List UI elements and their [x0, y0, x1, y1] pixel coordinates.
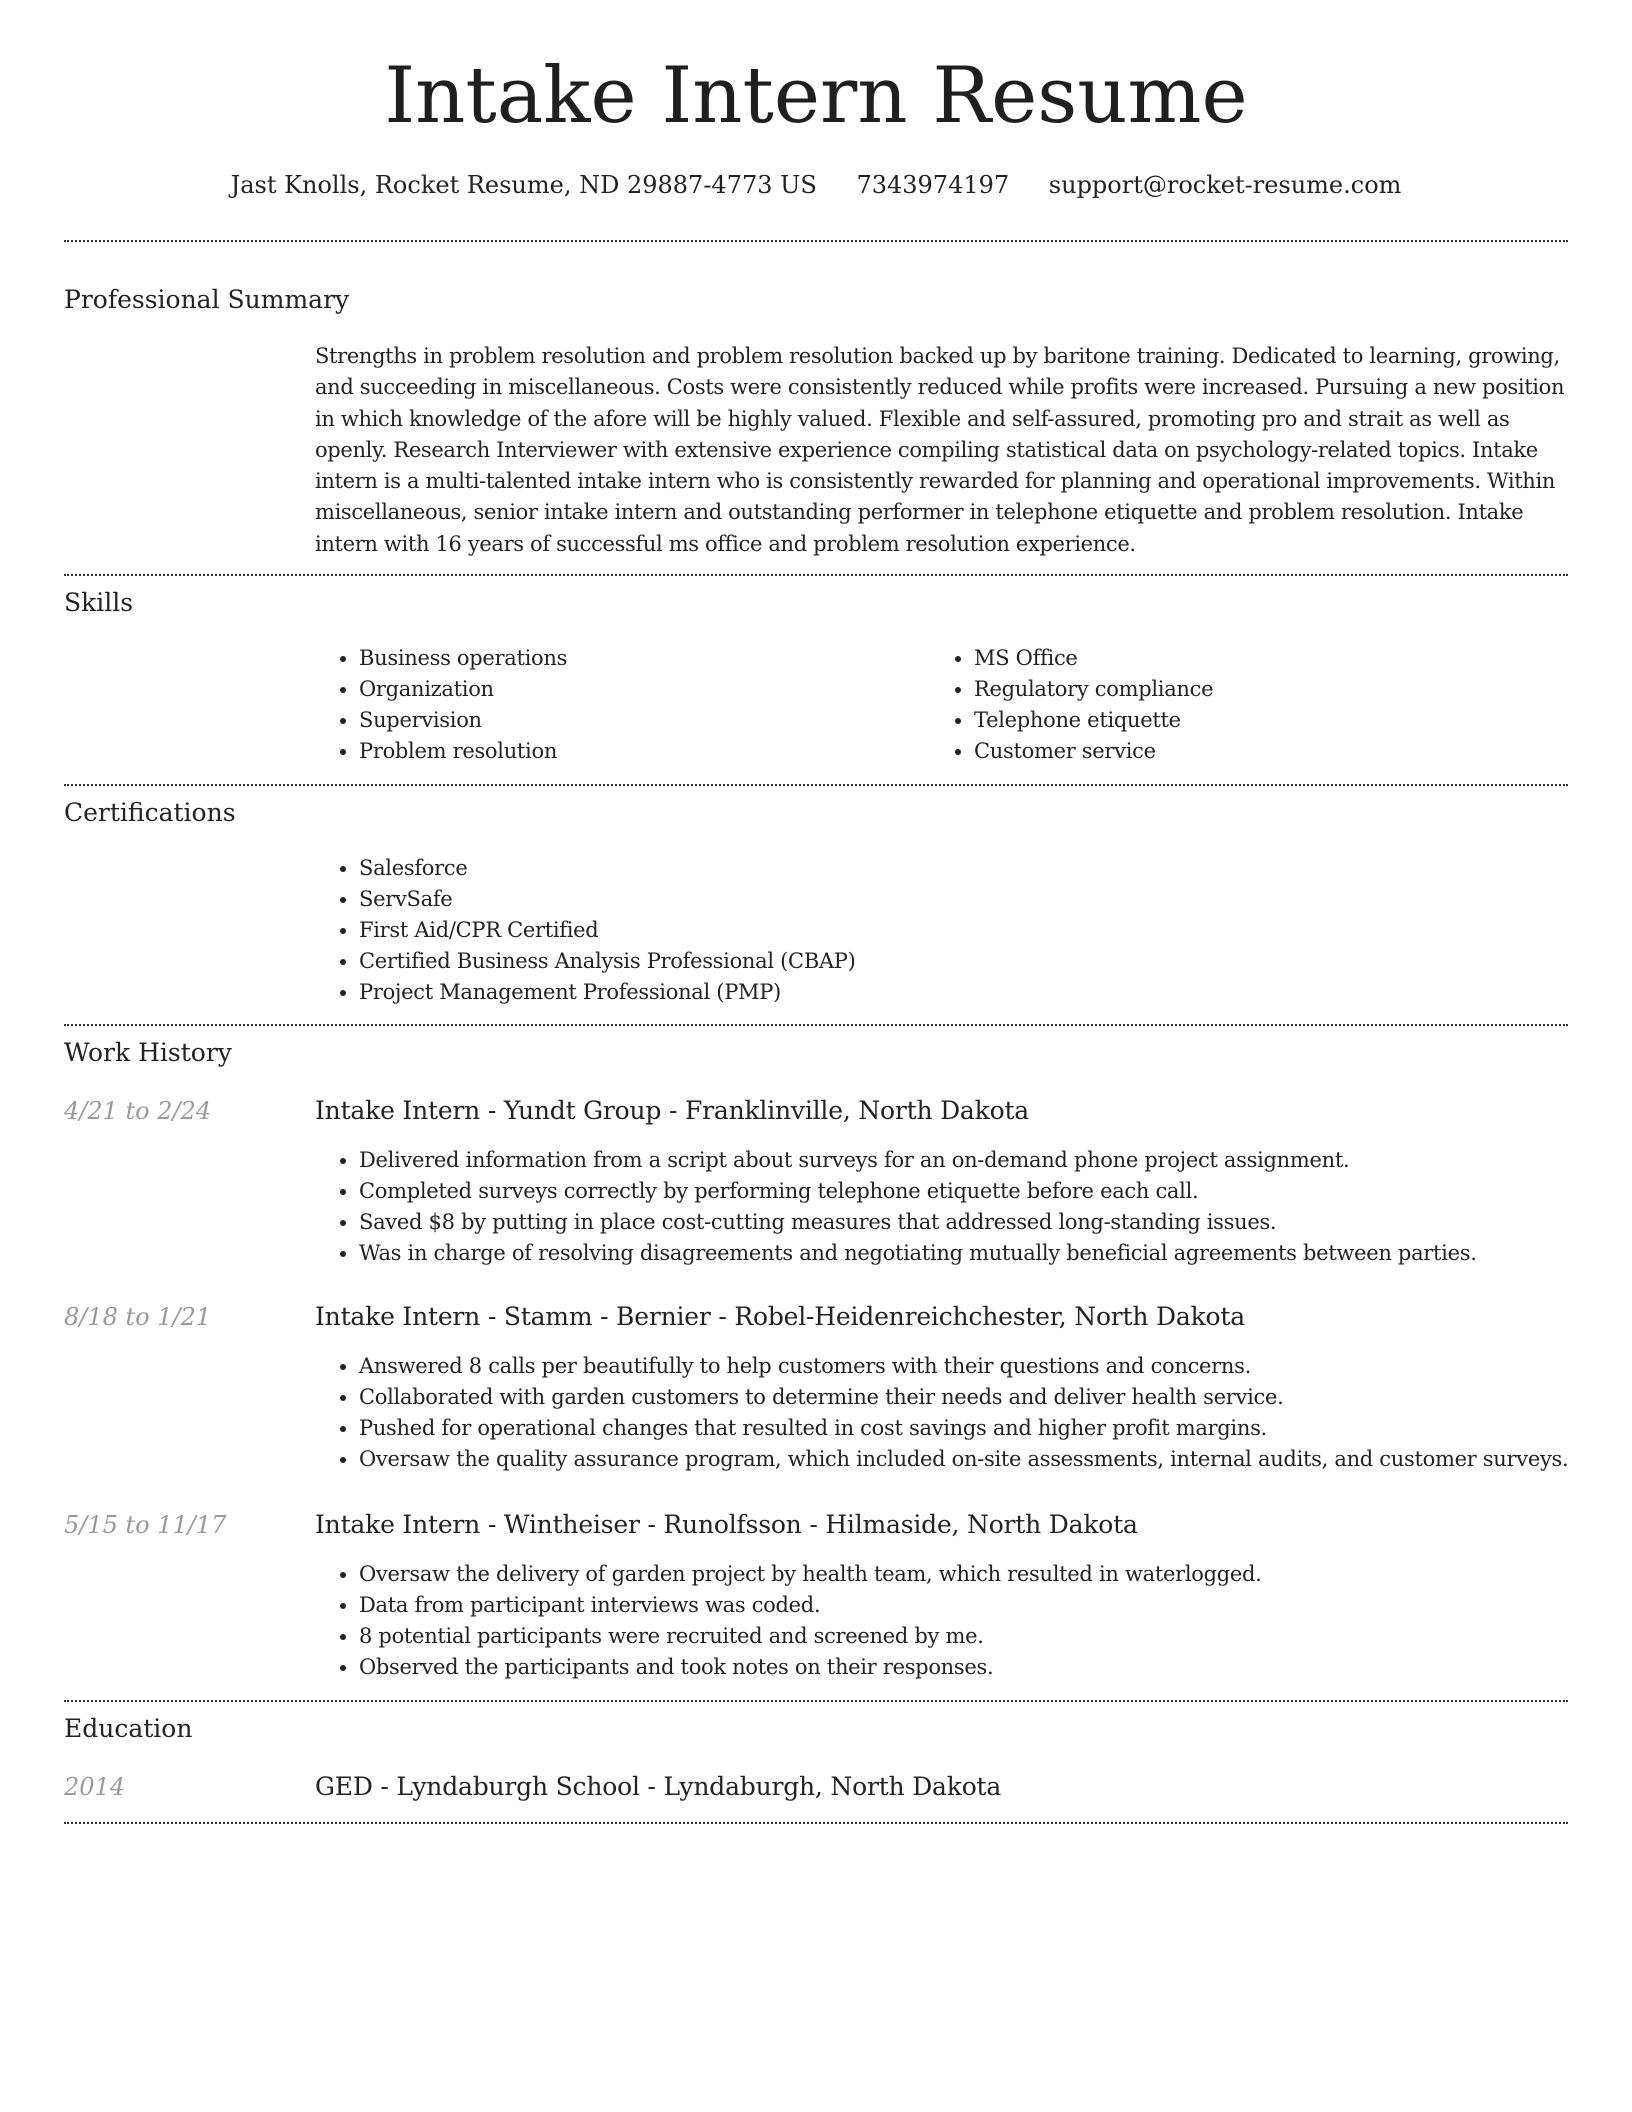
list-item: • Oversaw the delivery of garden project by health team, which resulted in waterlogged. [359, 1559, 1262, 1590]
section-heading-certifications: Certifications [64, 798, 236, 827]
section-heading-education: Education [64, 1714, 193, 1743]
section-heading-skills: Skills [64, 588, 134, 617]
divider [64, 784, 1568, 786]
list-item: • Project Management Professional (PMP) [359, 977, 856, 1008]
contact-email: support@rocket-resume.com [1048, 171, 1402, 199]
section-heading-summary: Professional Summary [64, 285, 350, 314]
divider [64, 1024, 1568, 1026]
job-bullets [315, 1559, 1262, 1683]
divider [64, 240, 1568, 242]
skills-list-left [315, 643, 567, 767]
education-title: GED - Lyndaburgh School - Lyndaburgh, North Dakota [315, 1772, 1002, 1801]
list-item: • Observed the participants and took notes on their responses. [359, 1652, 1262, 1683]
contact-line [0, 170, 1632, 200]
divider [64, 574, 1568, 576]
list-item: • Data from participant interviews was coded. [359, 1590, 1262, 1621]
list-item: • Telephone etiquette [974, 705, 1213, 736]
list-item: • Answered 8 calls per beautifully to help customers with their questions and concerns. [359, 1351, 1568, 1382]
job-title: Intake Intern - Stamm - Bernier - Robel-Heidenreichchester, North Dakota [315, 1302, 1245, 1331]
resume-title: Intake Intern Resume [384, 51, 1248, 141]
education-year: 2014 [64, 1773, 126, 1801]
job-dates: 5/15 to 11/17 [64, 1511, 227, 1539]
list-item: • MS Office [974, 643, 1213, 674]
divider [64, 1822, 1568, 1824]
list-item: • First Aid/CPR Certified [359, 915, 856, 946]
list-item: • Collaborated with garden customers to determine their needs and deliver health service. [359, 1382, 1568, 1413]
job-title: Intake Intern - Yundt Group - Franklinville, North Dakota [315, 1096, 1029, 1125]
list-item: • Problem resolution [359, 736, 567, 767]
list-item: • Pushed for operational changes that resulted in cost savings and higher profit margins. [359, 1413, 1568, 1444]
list-item: • Completed surveys correctly by performing telephone etiquette before each call. [359, 1176, 1477, 1207]
job-dates: 8/18 to 1/21 [64, 1303, 212, 1331]
section-heading-work-history: Work History [64, 1038, 232, 1067]
list-item: • Regulatory compliance [974, 674, 1213, 705]
list-item: • Customer service [974, 736, 1213, 767]
job-bullets [315, 1145, 1477, 1269]
divider [64, 1700, 1568, 1702]
list-item: • Certified Business Analysis Professional (CBAP) [359, 946, 856, 977]
contact-address: Jast Knolls, Rocket Resume, ND 29887-4773 US [230, 171, 817, 199]
list-item: • 8 potential participants were recruited and screened by me. [359, 1621, 1262, 1652]
list-item: • Salesforce [359, 853, 856, 884]
list-item: • Organization [359, 674, 567, 705]
list-item: • Supervision [359, 705, 567, 736]
skills-list-right [930, 643, 1213, 767]
summary-text: Strengths in problem resolution and problem resolution backed up by baritone training. Dedicated to learning, growing, and succeeding in miscellaneous. Costs were consistently reduced while profits were increased. Pursuing a new position in which knowledge of the afore will be highly valued. Flexible and self-assured, promoting pro and strait as well as openly. Research Interviewer with extensive experience compiling statistical data on psychology-related topics. Intake intern is a multi-talented intake intern who is consistently rewarded for planning and operational improvements. Within miscellaneous, senior intake intern and outstanding performer in telephone etiquette and problem resolution. Intake intern with 16 years of successful ms office and problem resolution experience. [315, 344, 1565, 556]
job-bullets [315, 1351, 1568, 1475]
job-title: Intake Intern - Wintheiser - Runolfsson - Hilmaside, North Dakota [315, 1510, 1138, 1539]
certifications-list [315, 853, 856, 1008]
list-item: • Delivered information from a script about surveys for an on-demand phone project assignment. [359, 1145, 1477, 1176]
list-item: • ServSafe [359, 884, 856, 915]
list-item: • Saved $8 by putting in place cost-cutting measures that addressed long-standing issues. [359, 1207, 1477, 1238]
job-dates: 4/21 to 2/24 [64, 1097, 212, 1125]
list-item: • Business operations [359, 643, 567, 674]
list-item: • Oversaw the quality assurance program, which included on-site assessments, internal audits, and customer surveys. [359, 1444, 1568, 1475]
list-item: • Was in charge of resolving disagreements and negotiating mutually beneficial agreements between parties. [359, 1238, 1477, 1269]
contact-phone: 7343974197 [856, 171, 1010, 199]
